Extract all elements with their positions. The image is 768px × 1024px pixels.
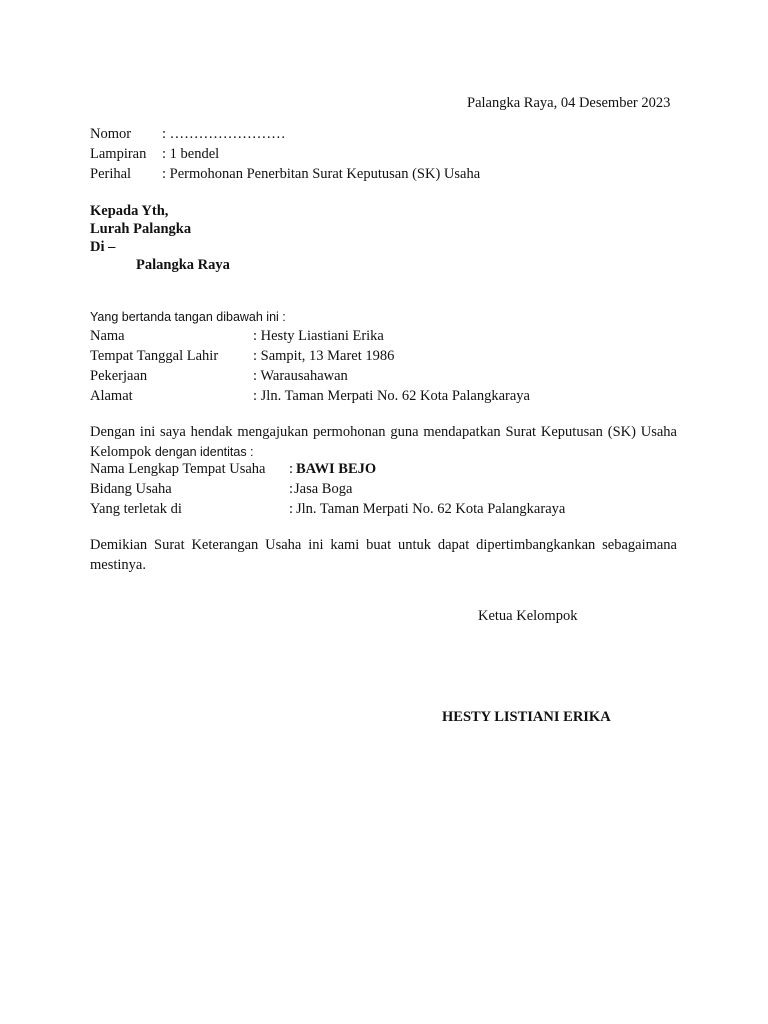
header-label-nomor: Nomor	[90, 126, 132, 142]
identity-value-pekerjaan: : Warausahawan	[253, 368, 348, 384]
business-value-field: Jasa Boga	[294, 481, 353, 497]
business-label-location: Yang terletak di	[90, 501, 182, 517]
identity-value-alamat: : Jln. Taman Merpati No. 62 Kota Palangkaraya	[253, 388, 530, 404]
identity-label-pekerjaan: Pekerjaan	[90, 368, 148, 384]
signature-title: Ketua Kelompok	[478, 608, 578, 624]
recipient-di: Di –	[90, 239, 116, 255]
business-colon-name: :	[289, 461, 294, 477]
letter-date: Palangka Raya, 04 Desember 2023	[467, 95, 671, 111]
header-value-nomor: : ……………………	[162, 126, 286, 142]
header-label-lampiran: Lampiran	[90, 146, 147, 162]
business-value-location: Jln. Taman Merpati No. 62 Kota Palangkaraya	[296, 501, 566, 517]
request-paragraph	[90, 422, 677, 462]
identity-label-alamat: Alamat	[90, 388, 133, 404]
business-label-name: Nama Lengkap Tempat Usaha	[90, 461, 266, 477]
signature-name: HESTY LISTIANI ERIKA	[442, 709, 611, 725]
intro-text: Yang bertanda tangan dibawah ini :	[90, 310, 286, 324]
identity-label-ttl: Tempat Tanggal Lahir	[90, 348, 219, 364]
header-label-perihal: Perihal	[90, 166, 132, 182]
header-value-perihal: : Permohonan Penerbitan Surat Keputusan (SK) Usaha	[162, 166, 481, 182]
identity-value-ttl: : Sampit, 13 Maret 1986	[253, 348, 395, 364]
request-paragraph-tail: dengan identitas :	[154, 445, 254, 459]
business-colon-location: :	[289, 501, 294, 517]
recipient-city: Palangka Raya	[136, 257, 230, 273]
recipient-greeting: Kepada Yth,	[90, 203, 169, 219]
request-paragraph-main: Dengan ini saya hendak mengajukan permohonan guna mendapatkan Surat Keputusan (SK) Usaha Kelompok	[90, 424, 677, 460]
business-colon-field: :	[289, 481, 294, 497]
identity-label-nama: Nama	[90, 328, 125, 344]
identity-value-nama: : Hesty Liastiani Erika	[253, 328, 384, 344]
closing-paragraph: Demikian Surat Keterangan Usaha ini kami buat untuk dapat dipertimbangkankan sebagaimana mestinya.	[90, 537, 677, 573]
header-value-lampiran: : 1 bendel	[162, 146, 220, 162]
business-label-field: Bidang Usaha	[90, 481, 172, 497]
business-value-name: BAWI BEJO	[296, 461, 377, 477]
recipient-name: Lurah Palangka	[90, 221, 192, 237]
